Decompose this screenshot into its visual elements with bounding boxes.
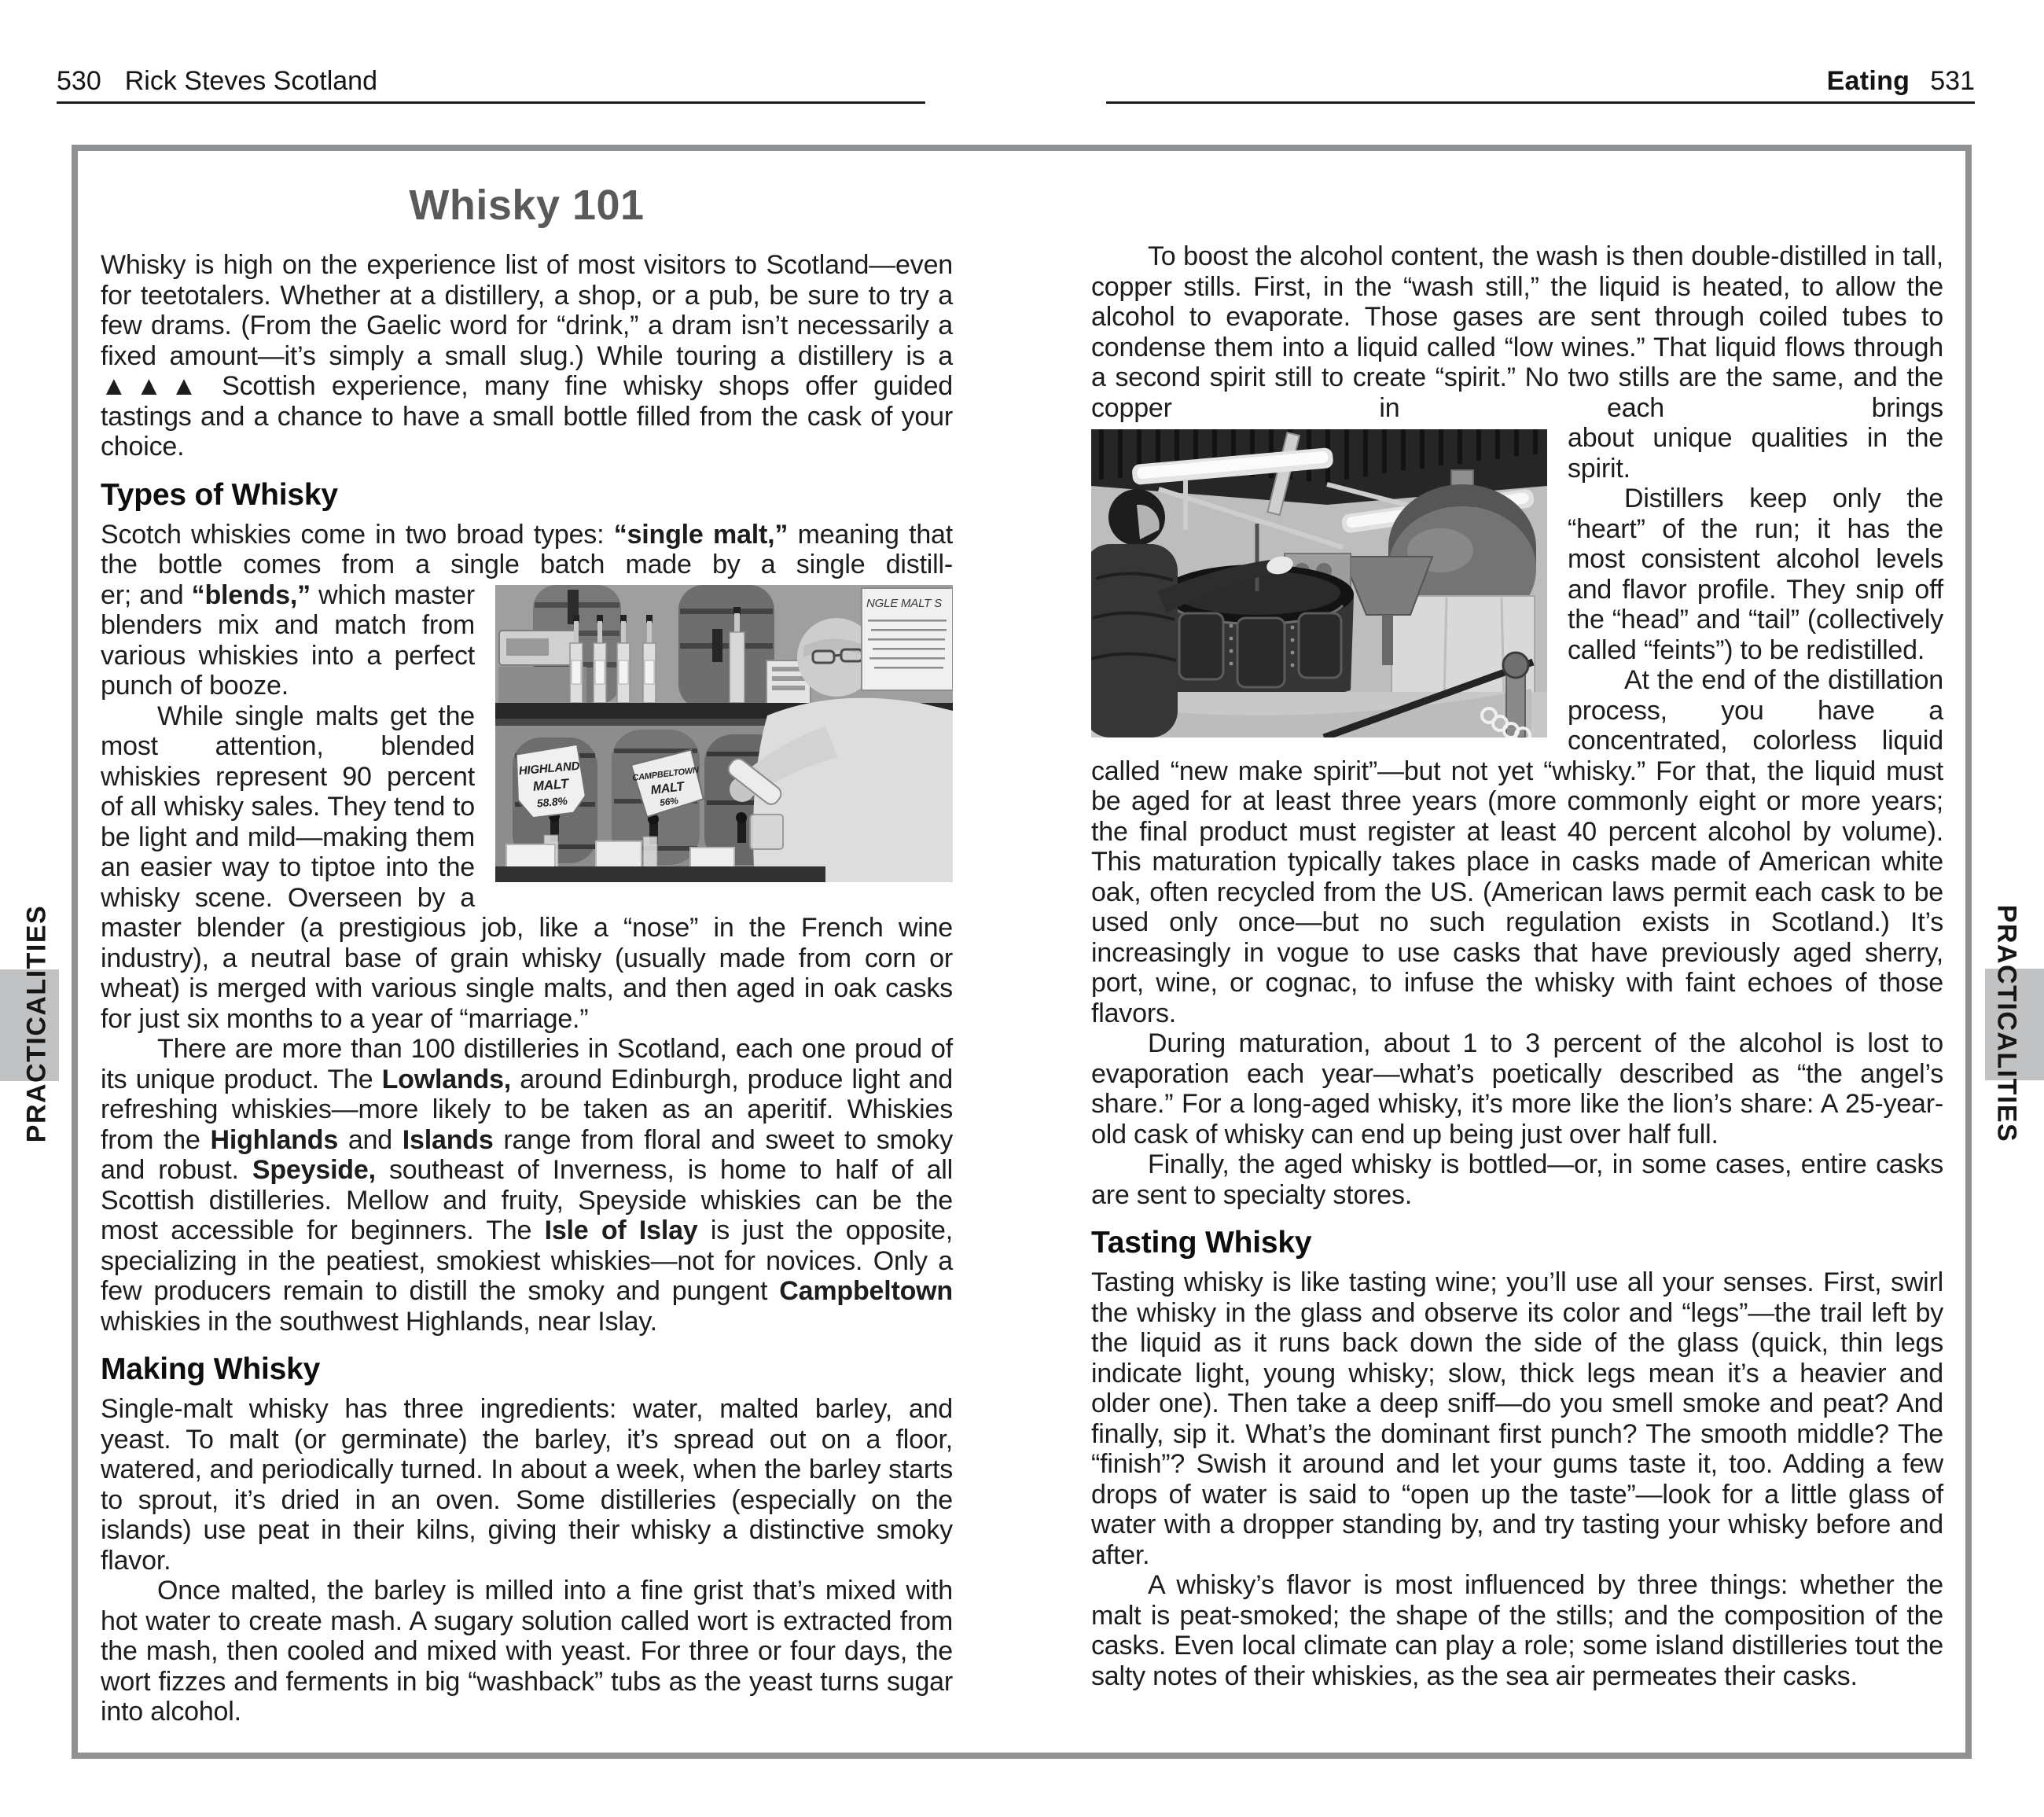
text-segment: er; and	[101, 579, 192, 610]
whisky-shop-photo-graphic	[495, 585, 953, 882]
left-column	[101, 182, 953, 1727]
text-segment: Campbeltown	[779, 1276, 953, 1306]
article-title: Whisky 101	[409, 182, 645, 229]
left-page-header	[57, 66, 377, 97]
practicalities-tab-right-label: PRACTICALITIES	[1991, 904, 2022, 1143]
text-segment: There are more than 100 distilleries in Scotland, each one proud of its unique product. The	[101, 1034, 953, 1094]
highland-malt-label	[513, 744, 586, 818]
practicalities-tab-left-label: PRACTICALITIES	[21, 904, 52, 1143]
highland-label-line2: MALT	[532, 775, 569, 794]
tasting-paragraph: Tasting whisky is like tasting wine; you’ll use all your senses. First, swirl the whisky in the glass and observe its color and “legs”—the trail left by the liquid as it runs back down the side of the glass (quick, thin legs indicate light, young whisky; slow, thick legs mean it’s a heavier and older one). Then take a deep sniff—do you smell smoke and peat? And finally, sip it. What’s the dominant first punch? The smooth middle? The “finish”? Swish it around and let your gums taste it, too. Adding a few drops of water is said to “open up the taste”—look for a little glass of water with a dropper standing by, and try tasting your whisky before and after.	[1091, 1267, 1943, 1570]
right-page-number: 531	[1930, 66, 1975, 96]
radio-dial	[506, 638, 549, 656]
text-segment: range from floral and sweet to smoky and robust.	[101, 1124, 953, 1185]
text-segment: meaning that the bottle comes from a single batch made by a single distill-	[101, 519, 954, 579]
highland-label-line1: HIGHLAND	[518, 759, 580, 778]
sign-text: NGLE MALT S	[866, 596, 942, 610]
tasting-whisky-heading: Tasting Whisky	[1091, 1226, 1312, 1260]
right-page-header	[1827, 66, 1975, 97]
boost-paragraph-part2: about unique qualities in the spirit.	[1568, 423, 1943, 484]
text-segment: Isle of Islay	[544, 1216, 698, 1245]
right-header-rule	[1106, 101, 1975, 104]
text-segment: around Edinburgh, produce light and refreshing whiskies—more likely to be taken as an aperitif. Whiskies from the	[101, 1064, 953, 1155]
text-segment: Islands	[402, 1124, 494, 1155]
section-name: Eating	[1826, 66, 1910, 96]
text-segment: southeast of Inverness, is home to half of all Scottish distilleries. Mellow and fruity, Speyside whiskies can be the most accessible for beginners. The	[101, 1155, 953, 1245]
types-flow-block	[101, 580, 953, 1337]
end-of-distillation-paragraph: At the end of the distillation process, you have a concentrated, colorless liquid called “new make spirit”—but not yet “whisky.” For that, the liquid must be aged for at least three years (more commonly eight or more years; the final product must register at least 40 percent alcohol by volume). This maturation typically takes place in casks made of American white oak, often recycled from the US. (American laws permit each cask to be used only once—but no such regulation exists in Scotland.) It’s increasingly in vogue to use casks that have previously aged sherry, port, wine, or cognac, to infuse the whisky with faint echoes of those flavors.	[1091, 665, 1943, 1028]
campbeltown-label-line1: CAMPBELTOWN	[631, 765, 700, 783]
book-title: Rick Steves Scotland	[124, 66, 377, 96]
upper-barrel-right	[678, 585, 774, 709]
single-malts-paragraph: While single malts get the most attention, blended whiskies represent 90 percent of all whisky sales. They tend to be light and mild—making them an easier way to tiptoe into the whisky scene. Overseen by a master blender (a prestigious job, like a “nose” in the French wine industry), a neutral base of grain whisky (usually made from corn or wheat) is merged with various single malts, and then aged in oak casks for just six months to a year of “marriage.”	[101, 701, 953, 1034]
boost-paragraph-part1: To boost the alcohol content, the wash is then double-distilled in tall, copper stills. First, in the “wash still,” the liquid is heated, to allow the alcohol to evaporate. Those gases are sent through coiled tubes to condense them into a liquid called “low wines.” That liquid flows through a second spirit still to create “spirit.” No two stills are the same, and the copper in each brings	[1091, 241, 1943, 423]
making-whisky-heading: Making Whisky	[101, 1352, 321, 1386]
distillery-photo-graphic	[1091, 429, 1547, 737]
regions-paragraph	[101, 1034, 953, 1337]
distillation-flow-block	[1091, 423, 1943, 1028]
maturation-paragraph: During maturation, about 1 to 3 percent of the alcohol is lost to evaporation each year—what’s poetically described as “the angel’s share.” For a long-aged whisky, it’s more like the lion’s share: A 25-year-old cask of whisky can end up being just over half full.	[1091, 1028, 1943, 1149]
distillery-still-room-photo	[1091, 429, 1547, 737]
text-segment: “blends,”	[191, 579, 311, 610]
distillers-paragraph: Distillers keep only the “heart” of the run; it has the most consistent alcohol levels and flavor profile. They snip off the “head” and “tail” (collectively called “feints”) to be redistilled.	[1568, 484, 1943, 665]
text-segment: and	[338, 1124, 403, 1155]
finally-paragraph: Finally, the aged whisky is bottled—or, in some cases, entire casks are sent to specialty stores.	[1091, 1149, 1943, 1210]
text-segment: Scotch whiskies come in two broad types:	[101, 519, 614, 550]
highland-label-line3: 58.8%	[536, 793, 568, 810]
text-segment: which master blenders mix and match from various whiskies into a perfect punch of booze.	[101, 579, 475, 701]
once-malted-paragraph: Once malted, the barley is milled into a fine grist that’s mixed with hot water to create mash. A sugary solution called wort is extracted from the mash, then cooled and mixed with yeast. For three or four days, the wort fizzes and ferments in big “washback” tubs as the yeast turns sugar into alcohol.	[101, 1576, 953, 1727]
single-malt-sign	[862, 588, 953, 690]
left-page-number: 530	[57, 66, 101, 96]
text-segment: is just the opposite, specializing in the peatiest, smokiest whiskies—not for novices. Only a few producers remain to distill the smoky and pungent	[101, 1216, 953, 1306]
text-segment: Speyside,	[252, 1155, 376, 1185]
left-header-rule	[57, 101, 925, 104]
text-segment: whiskies in the southwest Highlands, near Islay.	[101, 1306, 657, 1337]
text-segment: “single malt,”	[613, 519, 789, 550]
types-paragraph-part1	[101, 520, 953, 580]
right-column	[1091, 241, 1943, 1691]
text-segment: Highlands	[210, 1124, 339, 1155]
whisky-shop-cask-filling-photo	[495, 585, 953, 882]
ingredients-paragraph: Single-malt whisky has three ingredients: water, malted barley, and yeast. To malt (or germinate) the barley, it’s spread out on a floor, watered, and periodically turned. In about a week, when the barley starts to sprout, it’s dried in an oven. Some distilleries (especially on the islands) use peat in their kilns, giving their whisky a distinctive smoky flavor.	[101, 1394, 953, 1576]
intro-paragraph: Whisky is high on the experience list of most visitors to Scotland—even for teetotalers. Whether at a distillery, a shop, or a pub, be sure to try a few drams. (From the Gaelic word for “drink,” a dram isn’t necessarily a fixed amount—it’s simply a small slug.) While touring a distillery is a ▲▲▲ Scottish experience, many fine whisky shops offer guided tastings and a chance to have a small bottle filled from the cask of your choice.	[101, 250, 953, 462]
text-segment: Lowlands,	[381, 1064, 512, 1094]
types-of-whisky-heading: Types of Whisky	[101, 477, 338, 512]
campbeltown-label-line3: 56%	[659, 794, 679, 808]
campbeltown-label-line2: MALT	[649, 779, 686, 797]
flavor-paragraph: A whisky’s flavor is most influenced by three things: whether the malt is peat-smoked; the shape of the stills; and the composition of the casks. Even local climate can play a role; some island distilleries tout the salty notes of their whiskies, as the sea air permeates their casks.	[1091, 1570, 1943, 1691]
